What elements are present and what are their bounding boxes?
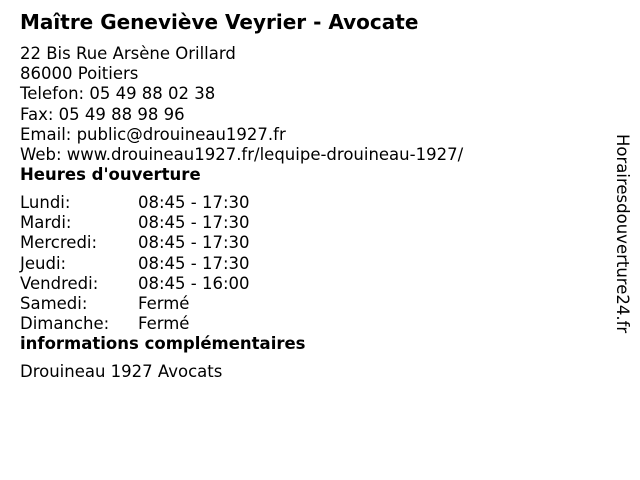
hours-row-sunday [20,314,250,334]
day-label: Mardi: [20,213,72,233]
business-title: Maître Geneviève Veyrier - Avocate [20,10,419,34]
additional-info-text: Drouineau 1927 Avocats [20,361,223,381]
day-label: Lundi: [20,193,71,213]
address-city: 86000 Poitiers [20,64,139,84]
site-watermark: Horairesdouverture24.fr [613,134,632,334]
opening-hours-table [20,193,250,334]
business-card [20,8,600,382]
day-hours: Fermé [138,313,190,333]
day-hours: 08:45 - 17:30 [138,233,250,253]
hours-row-tuesday [20,213,250,233]
opening-hours-heading: Heures d'ouverture [20,165,201,185]
day-label: Vendredi: [20,273,99,293]
day-label: Mercredi: [20,233,98,253]
day-hours: 08:45 - 17:30 [138,253,250,273]
hours-row-wednesday [20,233,250,253]
day-label: Jeudi: [20,253,67,273]
day-label: Samedi: [20,293,88,313]
additional-info-heading: informations complémentaires [20,333,306,353]
hours-row-monday [20,193,250,213]
day-hours: Fermé [138,293,190,313]
hours-row-thursday [20,254,250,274]
phone-line: Telefon: 05 49 88 02 38 [20,84,216,104]
contact-block [20,44,600,165]
day-label: Dimanche: [20,313,110,333]
web-line: Web: www.drouineau1927.fr/lequipe-drouineau-1927/ [20,145,464,165]
hours-row-friday [20,274,250,294]
fax-line: Fax: 05 49 88 98 96 [20,104,185,124]
address-street: 22 Bis Rue Arsène Orillard [20,44,236,63]
day-hours: 08:45 - 17:30 [138,193,250,213]
hours-row-saturday [20,294,250,314]
day-hours: 08:45 - 16:00 [138,273,250,293]
day-hours: 08:45 - 17:30 [138,213,250,233]
email-line: Email: public@drouineau1927.fr [20,124,286,144]
